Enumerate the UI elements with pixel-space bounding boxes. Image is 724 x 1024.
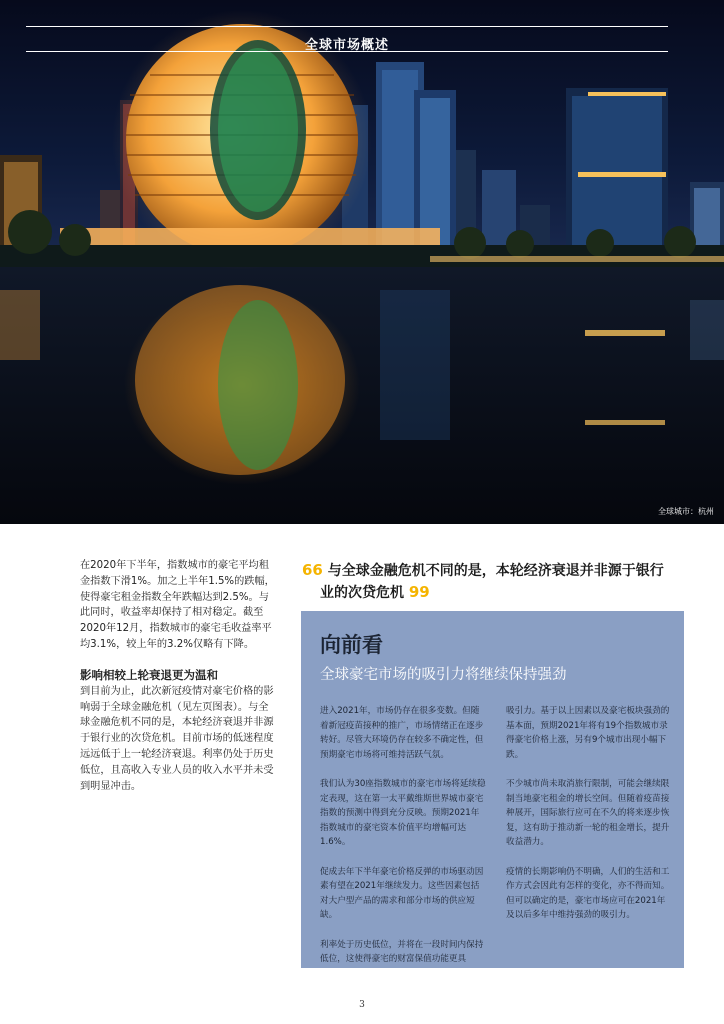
outlook-paragraph: 不少城市尚未取消旅行限制，可能会继续限制当地豪宅租金的增长空间。但随着疫苗接种展开，国际旅行应可在不久的将来逐步恢复，这有助于推动新一轮的租金增长，提升收益潜力。 [506,778,670,848]
outlook-paragraph: 进入2021年，市场仍存在很多变数。但随着新冠疫苗接种的推广，市场情绪正在逐步转好。尽管大环境仍存在较多不确定性，但预期豪宅市场将可维持活跃气氛。 [320,706,484,760]
outlook-title: 向前看 [320,633,383,657]
outlook-box [301,611,684,968]
intro-paragraph: 在2020年下半年，指数城市的豪宅平均租金指数下滑1%。加之上半年1.5%的跌幅，使得豪宅租金指数全年跌幅达到2.5%。与此同时，收益率却保持了相对稳定。截至2020年12月，指数城市的豪宅毛收益率平均3.1%，较上年的3.2%仅略有下降。 [80,560,275,650]
outlook-column-left [320,704,486,981]
quote-line-2: 业的次贷危机 [320,585,404,601]
outlook-column-right [506,704,672,938]
outlook-paragraph: 我们认为30座指数城市的豪宅市场将延续稳定表现，这在第一太平戴维斯世界城市豪宅指数的预测中得到充分反映。预期2021年指数城市的豪宅资本价值平均增幅可达1.6%。 [320,778,486,848]
header-top-rule [26,26,668,27]
outlook-paragraph: 利率处于历史低位，并将在一段时间内保持低位，这使得豪宅的财富保值功能更具 [320,939,484,965]
quote-line-1: 与全球金融危机不同的是，本轮经济衰退并非源于银行 [327,563,664,579]
left-column [80,558,276,794]
close-quote-mark: 99 [408,583,430,601]
photo-caption: 全球城市：杭州 [658,507,714,516]
outlook-subtitle: 全球豪宅市场的吸引力将继续保持强劲 [320,667,567,683]
subheading: 影响相较上轮衰退更为温和 [80,667,218,682]
body-paragraph: 到目前为止，此次新冠疫情对豪宅价格的影响弱于全球金融危机（见左页图表）。与全球金融危机不同的是，本轮经济衰退并非源于银行业的次贷危机。目前市场的低迷程度远远低于上一轮经济衰退。利率仍处于历史低位，且高收入专业人员的收入水平并未受到明显冲击。 [80,685,274,792]
outlook-paragraph: 疫情的长期影响仍不明确，人们的生活和工作方式会因此有怎样的变化，亦不得而知。但可以确定的是，豪宅市场应可在2021年及以后多年中维持强劲的吸引力。 [506,866,670,921]
page-number: 3 [359,1000,365,1010]
outlook-paragraph: 吸引力。基于以上因素以及豪宅板块强劲的基本面，预期2021年将有19个指数城市录得豪宅价格上涨，另有9个城市出现小幅下跌。 [506,706,670,760]
pull-quote [302,560,678,604]
open-quote-mark: 66 [302,561,323,579]
section-title: 全球市场概述 [304,38,389,53]
outlook-paragraph: 促成去年下半年豪宅价格反弹的市场驱动因素有望在2021年继续发力。这些因素包括对大户型产品的需求和部分市场的供应短缺。 [320,866,484,921]
